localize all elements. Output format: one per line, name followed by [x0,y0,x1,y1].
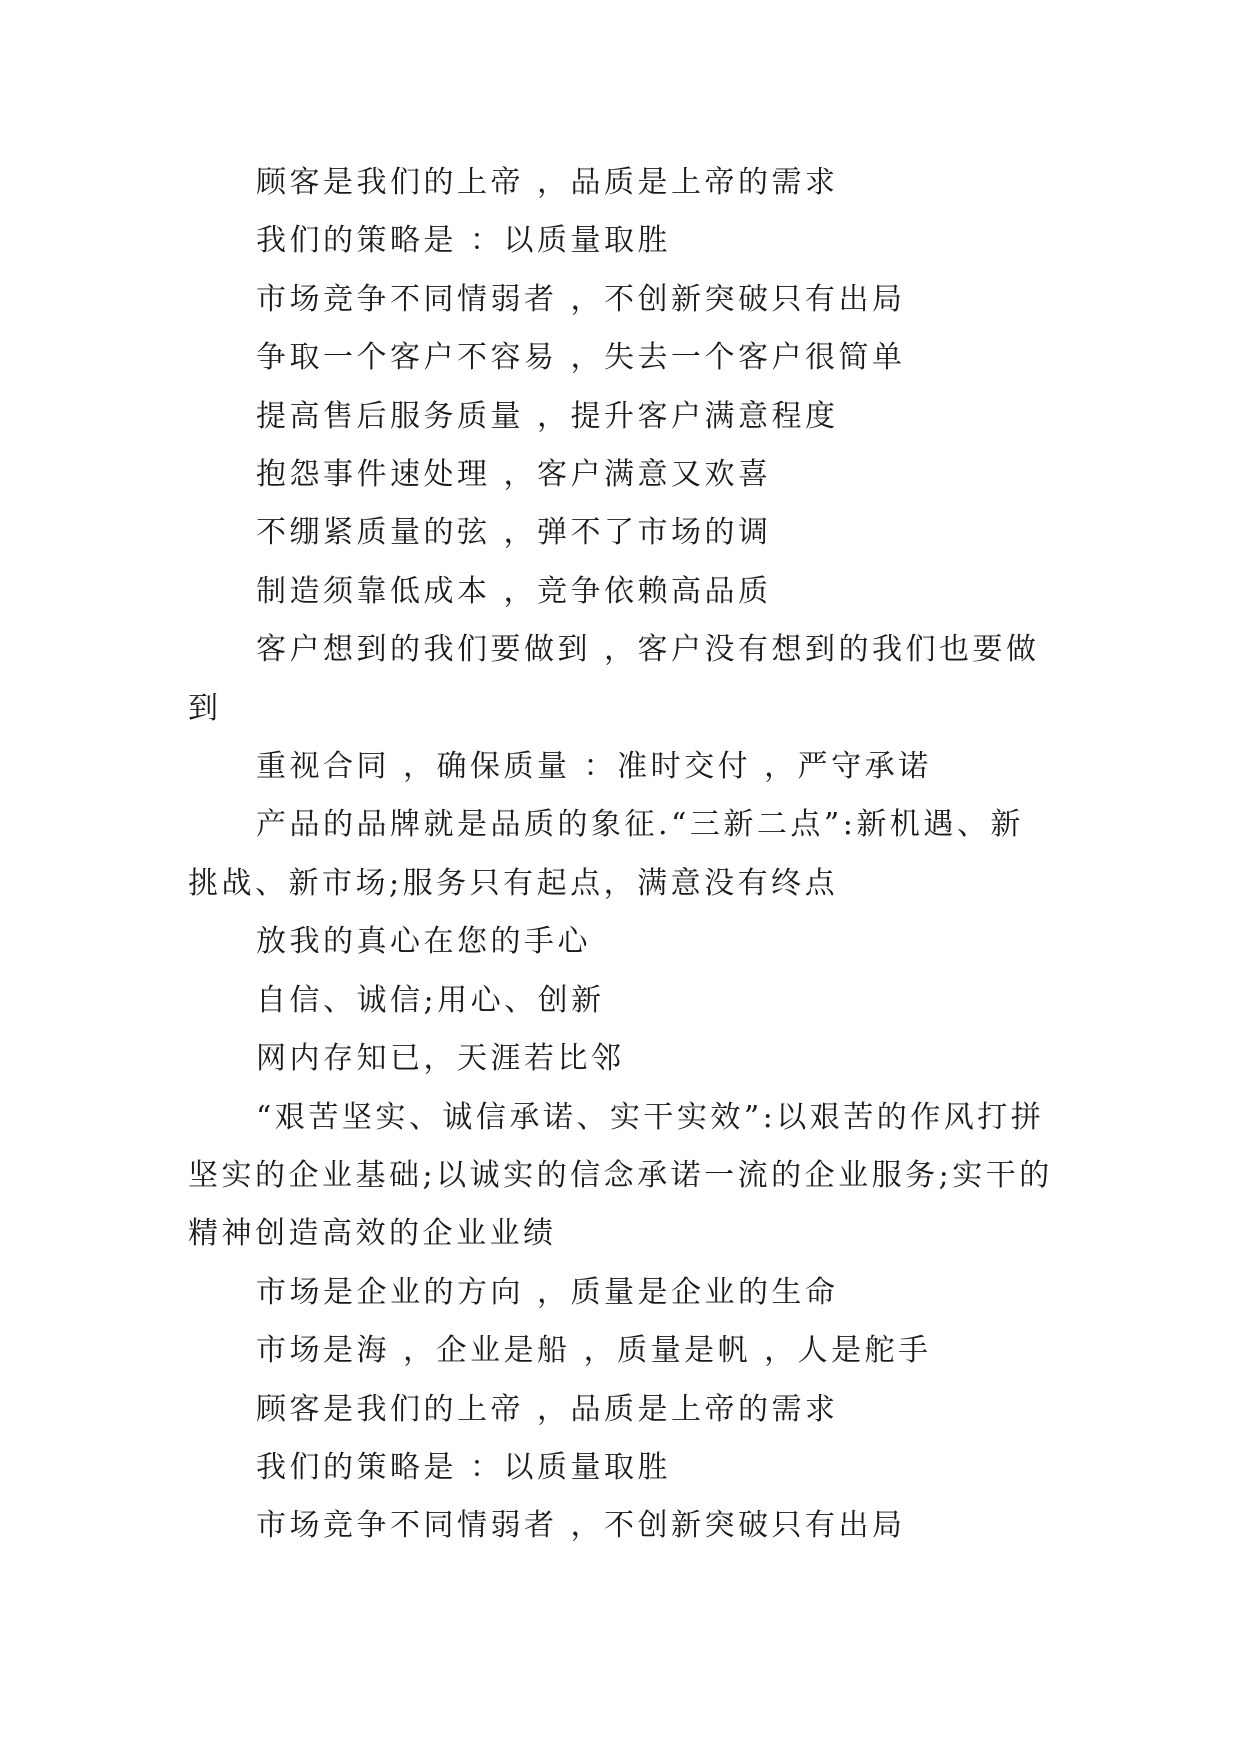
document-body [188,154,1053,1556]
paragraph: 顾客是我们的上帝 ，品质是上帝的需求 [256,165,839,200]
paragraph: “艰苦坚实、诚信承诺、实干实效”:以艰苦的作风打拼坚实的企业基础;以诚实的信念承诺一流的企业服务;实干的精神创造高效的企业业绩 [188,1099,1053,1252]
paragraph: 顾客是我们的上帝 ，品质是上帝的需求 [256,1391,839,1427]
paragraph: 市场是企业的方向 ，质量是企业的生命 [256,1274,839,1310]
paragraph: 抱怨事件速处理 ，客户满意又欢喜 [256,457,772,493]
paragraph: 产品的品牌就是品质的象征.“三新二点”:新机遇、新挑战、新市场;服务只有起点，满意没有终点 [188,807,1024,901]
paragraph: 不绷紧质量的弦 ，弹不了市场的调 [256,515,772,551]
paragraph: 我们的策略是 ：以质量取胜 [256,1449,672,1485]
paragraph: 制造须靠低成本 ，竞争依赖高品质 [256,573,772,609]
paragraph: 提高售后服务质量 ，提升客户满意程度 [256,398,839,434]
paragraph: 自信、诚信;用心、创新 [256,982,605,1018]
paragraph: 争取一个客户不容易 ，失去一个客户很简单 [256,340,906,376]
paragraph: 重视合同 ，确保质量 ：准时交付 ，严守承诺 [256,749,932,785]
paragraph: 客户想到的我们要做到 ，客户没有想到的我们也要做到 [188,632,1040,726]
paragraph: 市场是海 ，企业是船 ，质量是帆 ，人是舵手 [256,1333,932,1369]
paragraph: 市场竞争不同情弱者 ，不创新突破只有出局 [256,1508,906,1544]
paragraph: 市场竞争不同情弱者 ，不创新突破只有出局 [256,281,906,317]
paragraph: 放我的真心在您的手心 [256,924,591,960]
paragraph: 网内存知已，天涯若比邻 [256,1041,625,1077]
paragraph: 我们的策略是 ：以质量取胜 [256,223,672,259]
